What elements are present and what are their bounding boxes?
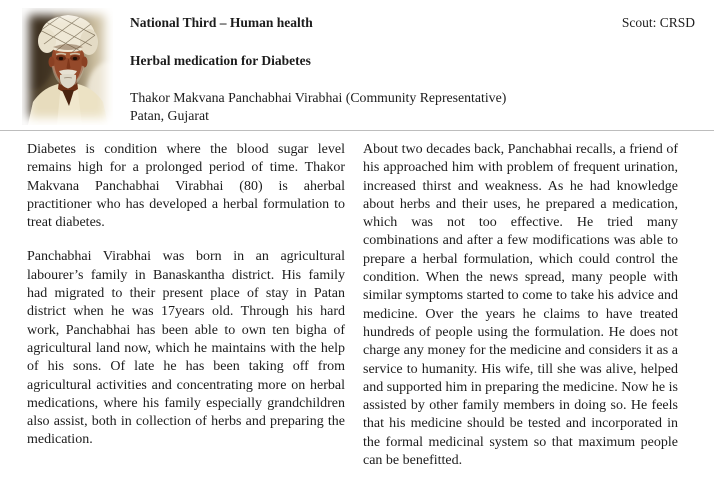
scout-label: Scout: CRSD — [621, 15, 695, 30]
right-column — [363, 141, 678, 478]
paragraph-background: Panchabhai Virabhai was born in an agricultural labourer’s family in Banaskantha district. His family had migrated to their present place of stay in Patan district when he was 17years old. Through his hard work, Panchabhai has been able to own ten bigha of agricultural land now, which he maintains with the help of his sons. Of late he has been taking off from agricultural activities and concentrating more on herbal medications, where his family especially grandchildren also assist, both in collection of herbs and preparing the medication. — [27, 249, 345, 448]
portrait-photo — [22, 8, 113, 125]
portrait-photo-illustration — [22, 8, 113, 125]
paragraph-intro: Diabetes is condition where the blood sugar level remains high for a prolonged period of time. Thakor Makvana Panchabhai Virabhai (80) is aherbal practitioner who has developed a herbal formulation to treat diabetes. — [27, 142, 345, 231]
left-column — [27, 141, 345, 466]
award-category: National Third – Human health — [130, 15, 313, 30]
header-divider — [0, 130, 714, 131]
paragraph-story: About two decades back, Panchabhai recalls, a friend of his approached him with problem of frequent urination, increased thirst and weakness. As he had knowledge about herbs and their uses, he prepared a medication, which was not too effective. He tried many combinations and after a few modifications was able to prepare a herbal formulation, which could control the condition. When the news spread, many people with similar symptoms started to come to take his advice and medicine. Over the years he claims to have treated hundreds of people using the formulation. He does not charge any money for the medicine and considers it as a service to humanity. His wife, till she was alive, helped and supported him in preparing the medicine. Now he is assisted by other family members in doing so. He feels that his medicine should be tested and incorporated in the formal medicinal system so that maximum people can be benefitted. — [363, 142, 678, 469]
page-title: Herbal medication for Diabetes — [130, 53, 311, 68]
location-line: Patan, Gujarat — [130, 108, 209, 123]
author-line: Thakor Makvana Panchabhai Virabhai (Community Representative) — [130, 90, 507, 105]
